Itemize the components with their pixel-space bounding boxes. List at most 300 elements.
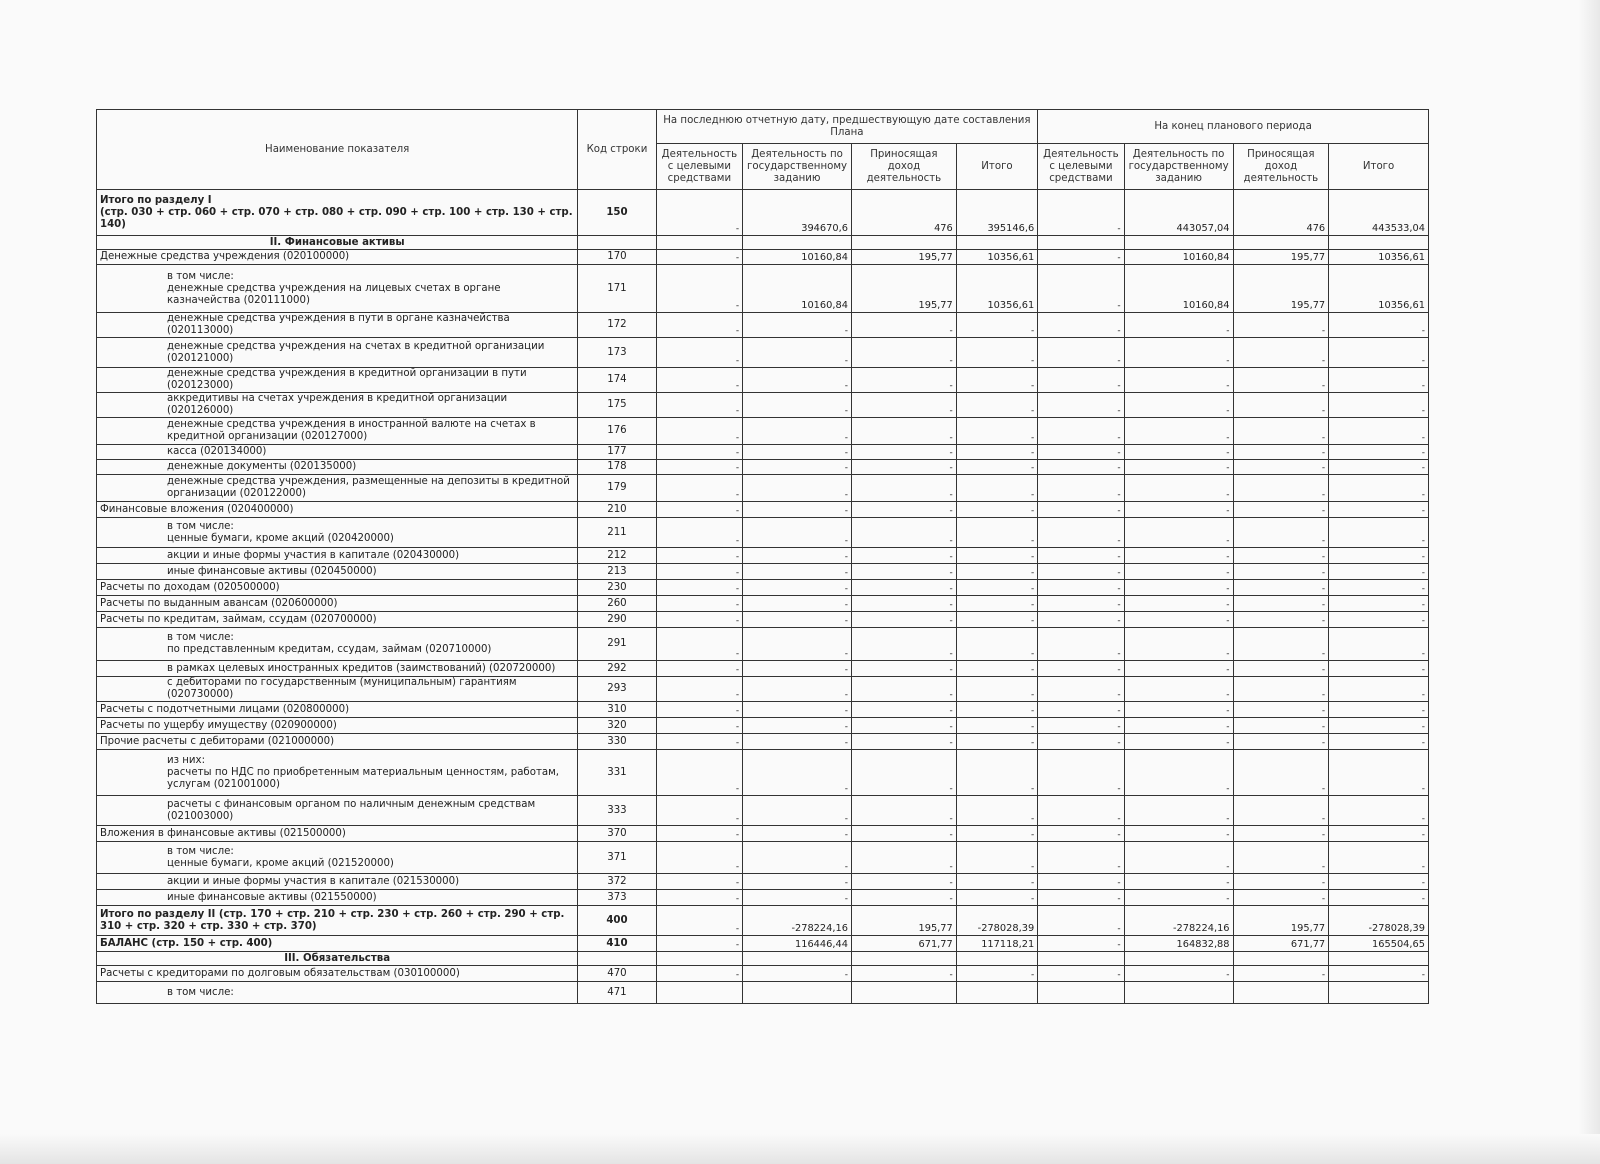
value-cell: -278028,39: [1329, 906, 1429, 936]
value-cell: -: [743, 368, 852, 393]
value-cell: -: [956, 612, 1037, 628]
value-cell: -: [1124, 661, 1233, 677]
row-name: [97, 842, 578, 874]
value-cell: -: [956, 718, 1037, 734]
table-row: [97, 718, 1429, 734]
value-cell: -: [1038, 628, 1124, 661]
value-cell: -: [656, 612, 742, 628]
row-name: [97, 890, 578, 906]
value-cell: -: [956, 445, 1037, 460]
row-name-text: БАЛАНС (стр. 150 + стр. 400): [100, 937, 273, 949]
value-cell: -: [956, 966, 1037, 982]
value-cell: -: [743, 628, 852, 661]
row-code: 175: [578, 393, 656, 418]
value-cell: 10160,84: [743, 250, 852, 265]
value-cell: -: [1329, 460, 1429, 475]
value-cell: -: [1233, 580, 1329, 596]
row-code: 291: [578, 628, 656, 661]
value-cell: -: [656, 628, 742, 661]
row-name: [97, 906, 578, 936]
value-cell: -: [1038, 418, 1124, 445]
value-cell: -: [1124, 826, 1233, 842]
row-name-text: Денежные средства учреждения (020100000): [100, 251, 350, 262]
row-name: [97, 596, 578, 612]
value-cell: -: [956, 874, 1037, 890]
row-name-text: ценные бумаги, кроме акций (021520000): [167, 857, 394, 869]
row-name-prefix: в том числе:: [167, 845, 234, 857]
value-cell: -: [656, 677, 742, 702]
page-edge-bottom: [0, 1134, 1600, 1164]
value-cell: 671,77: [851, 936, 956, 952]
value-cell: [851, 982, 956, 1004]
table-row: [97, 612, 1429, 628]
value-cell: -: [743, 661, 852, 677]
value-cell: -: [851, 718, 956, 734]
value-cell: -: [1038, 734, 1124, 750]
value-cell: -: [851, 826, 956, 842]
value-cell: 671,77: [1233, 936, 1329, 952]
value-cell: -: [1038, 750, 1124, 796]
value-cell: -: [1329, 612, 1429, 628]
value-cell: -: [743, 596, 852, 612]
row-code: 177: [578, 445, 656, 460]
table-row: [97, 874, 1429, 890]
row-code: 470: [578, 966, 656, 982]
table-row: [97, 393, 1429, 418]
value-cell: [956, 982, 1037, 1004]
row-code: 260: [578, 596, 656, 612]
value-cell: -: [1233, 718, 1329, 734]
value-cell: -: [1124, 580, 1233, 596]
value-cell: -: [1038, 936, 1124, 952]
value-cell: -: [851, 502, 956, 518]
row-name-text: акции и иные формы участия в капитале (021530000): [167, 875, 460, 887]
row-name-text: Расчеты по кредитам, займам, ссудам (020700000): [100, 613, 377, 625]
table-row: [97, 548, 1429, 564]
row-code: 320: [578, 718, 656, 734]
row-name: [97, 338, 578, 368]
value-cell: -: [1329, 842, 1429, 874]
row-name-text: денежные средства учреждения в кредитной организации в пути (020123000): [167, 368, 527, 391]
value-cell: -: [656, 750, 742, 796]
value-cell: -: [656, 460, 742, 475]
value-cell: -: [656, 702, 742, 718]
row-code: 210: [578, 502, 656, 518]
value-cell: -: [956, 796, 1037, 826]
value-cell: -: [851, 393, 956, 418]
table-row: [97, 250, 1429, 265]
value-cell: -: [851, 874, 956, 890]
value-cell: -278224,16: [743, 906, 852, 936]
value-cell: -: [1329, 475, 1429, 502]
value-cell: -: [851, 628, 956, 661]
value-cell: -: [956, 580, 1037, 596]
row-name-text: расчеты по НДС по приобретенным материальным ценностям, работам, услугам (021001000): [167, 766, 560, 790]
empty-cell: [743, 952, 852, 966]
row-code: 471: [578, 982, 656, 1004]
row-name-prefix: из них:: [167, 754, 206, 766]
row-name: [97, 734, 578, 750]
row-code: 211: [578, 518, 656, 548]
value-cell: -: [1038, 661, 1124, 677]
value-cell: [1124, 982, 1233, 1004]
value-cell: 195,77: [851, 265, 956, 313]
table-row: [97, 982, 1429, 1004]
row-name-text: денежные средства учреждения на счетах в кредитной организации (020121000): [167, 340, 545, 364]
value-cell: -: [851, 338, 956, 368]
value-cell: -: [1329, 677, 1429, 702]
row-name: [97, 460, 578, 475]
table-row: [97, 596, 1429, 612]
row-name-text: денежные средства учреждения на лицевых счетах в органе казначейства (020111000): [167, 282, 501, 306]
value-cell: -: [1038, 796, 1124, 826]
value-cell: -: [1124, 368, 1233, 393]
header-sub2-state-task: Деятельность по государственному заданию: [1124, 144, 1233, 190]
value-cell: -: [1038, 966, 1124, 982]
row-name: [97, 982, 578, 1004]
table-row: [97, 338, 1429, 368]
value-cell: 10356,61: [956, 250, 1037, 265]
value-cell: -: [851, 313, 956, 338]
value-cell: -: [1233, 393, 1329, 418]
row-code: 174: [578, 368, 656, 393]
value-cell: -: [1124, 612, 1233, 628]
row-name: [97, 874, 578, 890]
value-cell: -: [1233, 628, 1329, 661]
value-cell: [656, 982, 742, 1004]
value-cell: -: [656, 936, 742, 952]
value-cell: -: [1329, 718, 1429, 734]
empty-cell: [851, 236, 956, 250]
value-cell: -: [1329, 796, 1429, 826]
row-code: 372: [578, 874, 656, 890]
row-name: [97, 612, 578, 628]
row-code: 400: [578, 906, 656, 936]
value-cell: -278224,16: [1124, 906, 1233, 936]
row-code: 230: [578, 580, 656, 596]
section-title: III. Обязательства: [97, 952, 578, 966]
value-cell: -: [956, 842, 1037, 874]
row-code: 170: [578, 250, 656, 265]
value-cell: -: [743, 518, 852, 548]
value-cell: -: [1329, 518, 1429, 548]
row-code: 213: [578, 564, 656, 580]
value-cell: 10160,84: [1124, 250, 1233, 265]
value-cell: -: [743, 393, 852, 418]
row-code: 150: [578, 190, 656, 236]
value-cell: -: [743, 338, 852, 368]
value-cell: -: [1038, 842, 1124, 874]
value-cell: -: [656, 338, 742, 368]
value-cell: -: [1038, 368, 1124, 393]
value-cell: -: [656, 502, 742, 518]
value-cell: -: [851, 734, 956, 750]
value-cell: -: [1233, 702, 1329, 718]
row-name-text: денежные средства учреждения в иностранной валюте на счетах в кредитной организации (020127000): [167, 419, 536, 442]
table-row: [97, 734, 1429, 750]
value-cell: -: [1329, 580, 1429, 596]
header-sub-income: Приносящая доход деятельность: [851, 144, 956, 190]
value-cell: -: [1124, 393, 1233, 418]
table-row: [97, 313, 1429, 338]
value-cell: -: [656, 874, 742, 890]
value-cell: -: [1124, 518, 1233, 548]
value-cell: -: [851, 445, 956, 460]
value-cell: 195,77: [851, 250, 956, 265]
row-code: 292: [578, 661, 656, 677]
value-cell: -: [743, 750, 852, 796]
value-cell: 476: [851, 190, 956, 236]
value-cell: -: [743, 966, 852, 982]
value-cell: -: [1038, 677, 1124, 702]
value-cell: -: [656, 313, 742, 338]
value-cell: -: [656, 418, 742, 445]
value-cell: -: [1233, 661, 1329, 677]
empty-cell: [1038, 236, 1124, 250]
value-cell: -: [656, 906, 742, 936]
table-row: [97, 368, 1429, 393]
value-cell: -: [1233, 445, 1329, 460]
row-name: [97, 628, 578, 661]
value-cell: -: [656, 580, 742, 596]
value-cell: -: [656, 596, 742, 612]
value-cell: -: [1124, 445, 1233, 460]
row-code: 373: [578, 890, 656, 906]
value-cell: 195,77: [1233, 250, 1329, 265]
table-row: [97, 677, 1429, 702]
value-cell: -: [1124, 750, 1233, 796]
value-cell: -: [1124, 890, 1233, 906]
value-cell: [1038, 982, 1124, 1004]
value-cell: -: [1038, 826, 1124, 842]
value-cell: -: [1329, 661, 1429, 677]
value-cell: -: [1038, 502, 1124, 518]
value-cell: -: [656, 796, 742, 826]
value-cell: -: [956, 518, 1037, 548]
table-row: [97, 502, 1429, 518]
value-cell: -: [656, 265, 742, 313]
value-cell: -: [656, 661, 742, 677]
row-name: [97, 475, 578, 502]
row-name: [97, 418, 578, 445]
value-cell: -: [743, 475, 852, 502]
value-cell: -: [1233, 548, 1329, 564]
value-cell: -: [1329, 596, 1429, 612]
value-cell: 10356,61: [1329, 250, 1429, 265]
value-cell: -: [743, 718, 852, 734]
table-row: [97, 265, 1429, 313]
value-cell: 195,77: [1233, 265, 1329, 313]
value-cell: -: [1233, 564, 1329, 580]
value-cell: -: [656, 475, 742, 502]
row-name: [97, 445, 578, 460]
empty-cell: [1329, 236, 1429, 250]
value-cell: -: [656, 445, 742, 460]
table-row: [97, 842, 1429, 874]
value-cell: 10356,61: [956, 265, 1037, 313]
value-cell: -: [1233, 750, 1329, 796]
value-cell: 10160,84: [1124, 265, 1233, 313]
header-sub-total: Итого: [956, 144, 1037, 190]
header-sub2-total: Итого: [1329, 144, 1429, 190]
row-name: [97, 368, 578, 393]
table-row: [97, 564, 1429, 580]
row-name: [97, 518, 578, 548]
value-cell: -: [1124, 734, 1233, 750]
value-cell: -: [656, 250, 742, 265]
row-name-text: аккредитивы на счетах учреждения в кредитной организации (020126000): [167, 393, 508, 416]
value-cell: -: [1038, 890, 1124, 906]
value-cell: -: [743, 548, 852, 564]
value-cell: -: [1124, 966, 1233, 982]
row-name: [97, 190, 578, 236]
row-code: 410: [578, 936, 656, 952]
value-cell: -: [851, 596, 956, 612]
row-name-text: Прочие расчеты с дебиторами (021000000): [100, 735, 335, 747]
empty-cell: [851, 952, 956, 966]
value-cell: -: [1329, 564, 1429, 580]
table-row: [97, 890, 1429, 906]
value-cell: -: [1329, 313, 1429, 338]
value-cell: -: [743, 612, 852, 628]
table-row: [97, 518, 1429, 548]
value-cell: [1233, 982, 1329, 1004]
value-cell: -: [743, 796, 852, 826]
value-cell: -: [1329, 393, 1429, 418]
value-cell: -: [1233, 734, 1329, 750]
value-cell: -: [1329, 702, 1429, 718]
value-cell: -: [1233, 475, 1329, 502]
value-cell: -: [851, 460, 956, 475]
value-cell: -: [1329, 445, 1429, 460]
value-cell: -: [956, 596, 1037, 612]
row-name: [97, 393, 578, 418]
value-cell: 443057,04: [1124, 190, 1233, 236]
value-cell: -: [1124, 718, 1233, 734]
value-cell: -: [851, 518, 956, 548]
row-name: [97, 826, 578, 842]
value-cell: -: [851, 580, 956, 596]
value-cell: -: [1038, 548, 1124, 564]
row-name-text: акции и иные формы участия в капитале (020430000): [167, 549, 460, 561]
empty-cell: [1233, 236, 1329, 250]
value-cell: -: [851, 475, 956, 502]
value-cell: -: [1124, 796, 1233, 826]
row-code: 331: [578, 750, 656, 796]
value-cell: -: [1233, 796, 1329, 826]
empty-cell: [578, 952, 656, 966]
value-cell: -: [743, 890, 852, 906]
value-cell: -: [1233, 418, 1329, 445]
value-cell: -: [1038, 518, 1124, 548]
table-row: [97, 750, 1429, 796]
value-cell: -: [656, 966, 742, 982]
value-cell: -: [1124, 548, 1233, 564]
row-name-text: расчеты с финансовым органом по наличным денежным средствам (021003000): [167, 798, 536, 822]
value-cell: -: [956, 475, 1037, 502]
table-row: [97, 580, 1429, 596]
value-cell: -: [1233, 313, 1329, 338]
empty-cell: [1329, 952, 1429, 966]
table-row: [97, 952, 1429, 966]
value-cell: -: [956, 368, 1037, 393]
value-cell: [1329, 982, 1429, 1004]
row-name: [97, 661, 578, 677]
value-cell: -: [1124, 338, 1233, 368]
value-cell: -: [1233, 677, 1329, 702]
empty-cell: [656, 236, 742, 250]
row-code: 179: [578, 475, 656, 502]
value-cell: 10160,84: [743, 265, 852, 313]
header-sub-targeted: Деятельность с целевыми средствами: [656, 144, 742, 190]
financial-plan-table-sheet: [96, 109, 1429, 1004]
header-name: Наименование показателя: [97, 110, 578, 190]
row-name: [97, 548, 578, 564]
value-cell: -: [1124, 874, 1233, 890]
row-name-text: Финансовые вложения (020400000): [100, 503, 294, 515]
value-cell: -: [1124, 564, 1233, 580]
value-cell: -: [1233, 966, 1329, 982]
value-cell: -: [1329, 418, 1429, 445]
row-name: [97, 966, 578, 982]
value-cell: -: [956, 628, 1037, 661]
value-cell: -: [1329, 826, 1429, 842]
value-cell: -: [1233, 826, 1329, 842]
table-row: [97, 906, 1429, 936]
table-row: [97, 661, 1429, 677]
value-cell: -: [656, 564, 742, 580]
value-cell: -: [1329, 966, 1429, 982]
row-name-text: Расчеты по выданным авансам (020600000): [100, 597, 338, 609]
value-cell: -: [851, 418, 956, 445]
table-row: [97, 190, 1429, 236]
row-name-prefix: в том числе:: [167, 632, 234, 643]
value-cell: -: [1233, 842, 1329, 874]
value-cell: 165504,65: [1329, 936, 1429, 952]
value-cell: -: [743, 734, 852, 750]
value-cell: -: [1038, 596, 1124, 612]
row-name-text: в рамках целевых иностранных кредитов (заимствований) (020720000): [167, 662, 556, 674]
header-sub2-income: Приносящая доход деятельность: [1233, 144, 1329, 190]
value-cell: -: [1233, 874, 1329, 890]
table-row: [97, 445, 1429, 460]
value-cell: -: [656, 842, 742, 874]
value-cell: -: [743, 502, 852, 518]
value-cell: -: [1038, 445, 1124, 460]
row-name: [97, 580, 578, 596]
empty-cell: [1124, 952, 1233, 966]
empty-cell: [956, 236, 1037, 250]
row-name: [97, 502, 578, 518]
value-cell: -: [1038, 338, 1124, 368]
value-cell: -: [656, 718, 742, 734]
empty-cell: [1038, 952, 1124, 966]
value-cell: -: [956, 826, 1037, 842]
value-cell: -: [1329, 628, 1429, 661]
value-cell: -: [1329, 890, 1429, 906]
table-row: [97, 236, 1429, 250]
value-cell: -: [1233, 368, 1329, 393]
value-cell: -: [851, 661, 956, 677]
table-row: [97, 628, 1429, 661]
row-name: [97, 702, 578, 718]
row-name-text: Расчеты по ущербу имуществу (020900000): [100, 719, 337, 731]
value-cell: 476: [1233, 190, 1329, 236]
value-cell: -: [1329, 368, 1429, 393]
value-cell: -: [743, 677, 852, 702]
table-row: [97, 460, 1429, 475]
value-cell: 195,77: [851, 906, 956, 936]
